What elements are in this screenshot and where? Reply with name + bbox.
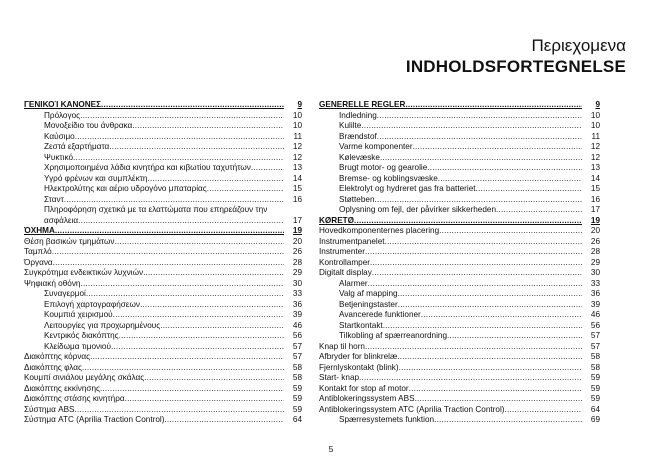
toc-entry-title: Avancerede funktioner xyxy=(339,310,421,319)
title-block xyxy=(406,36,626,78)
toc-entry-title: KØRETØ xyxy=(319,215,355,225)
toc-entry-title: Υγρό φρένων και συμπλέκτη xyxy=(44,173,148,183)
toc-dot-leader xyxy=(354,216,582,227)
toc-entry-title: Χρησιμοποιημένα λάδια κινητήρα και κιβωτίου ταχυτήτων xyxy=(44,163,251,172)
toc-entry-title: Διακόπτης εκκίνησης xyxy=(24,383,100,393)
toc-entry-title: Antiblokeringssystem ATC (Aprilia Traction Control) xyxy=(319,404,505,414)
toc-entry-title: GENERELLE REGLER xyxy=(319,100,406,109)
toc-entry-title: Digitalt display xyxy=(319,268,372,277)
toc-dot-leader xyxy=(361,121,582,132)
toc-entry xyxy=(24,142,302,153)
toc-dot-leader xyxy=(160,321,284,332)
toc-dot-leader xyxy=(140,300,284,311)
toc-dot-leader xyxy=(413,142,582,153)
toc-entry-page: 17 xyxy=(590,205,600,214)
toc-entry-page: 14 xyxy=(292,173,302,183)
toc-entry xyxy=(319,310,600,321)
toc-entry-title: Κουμπιά χειρισμού xyxy=(44,310,113,319)
toc-entry-page: 58 xyxy=(292,373,302,382)
toc-entry-page: 9 xyxy=(595,100,600,109)
toc-entry-title: Brændstof xyxy=(339,131,377,141)
toc-entry-page: 26 xyxy=(292,247,302,256)
toc-entry xyxy=(24,289,302,300)
toc-entry-page: 12 xyxy=(292,142,302,151)
toc-dot-leader xyxy=(365,247,582,258)
toc-entry-page: 16 xyxy=(590,194,600,204)
toc-entry xyxy=(24,163,302,174)
toc-dot-leader xyxy=(82,363,284,374)
toc-entry xyxy=(24,121,302,132)
toc-dot-leader xyxy=(434,415,582,426)
title-greek: Περιεχομενα xyxy=(531,36,626,55)
toc-dot-leader xyxy=(438,174,582,185)
toc-dot-leader xyxy=(111,342,284,353)
toc-entry-page: 11 xyxy=(293,131,302,141)
toc-entry xyxy=(319,373,600,384)
toc-entry xyxy=(24,279,302,290)
toc-entry-title: Startkontakt xyxy=(339,320,383,330)
toc-dot-leader xyxy=(397,352,582,363)
toc-dot-leader xyxy=(81,279,285,290)
toc-entry xyxy=(24,132,302,143)
toc-entry xyxy=(24,247,302,258)
toc-entry-title: Ταμπλό xyxy=(24,247,52,256)
toc-entry-title: Κεντρικός διακόπτης xyxy=(44,331,119,340)
toc-entry-page: 16 xyxy=(292,194,302,204)
toc-entry-page: 9 xyxy=(297,100,302,109)
toc-entry xyxy=(319,195,600,206)
toc-entry-title: Fjernlyskontakt (blink) xyxy=(319,362,399,372)
toc-section-heading xyxy=(319,216,600,227)
toc-entry xyxy=(319,237,600,248)
toc-entry xyxy=(24,184,302,195)
toc-entry-page: 39 xyxy=(590,299,600,309)
toc-dot-leader xyxy=(100,384,284,395)
toc-entry xyxy=(24,415,302,426)
toc-entry xyxy=(319,363,600,374)
toc-entry-page: 57 xyxy=(590,331,600,340)
toc-entry-page: 15 xyxy=(590,184,600,193)
toc-dot-leader xyxy=(359,373,582,384)
toc-dot-leader xyxy=(147,174,284,185)
toc-entry-title: Επιλογή χαρτογραφήσεων xyxy=(44,299,140,309)
toc-entry-title: Διακόπτης στάσης κινητήρα xyxy=(24,394,125,403)
toc-dot-leader xyxy=(399,363,582,374)
toc-entry-page: 10 xyxy=(292,110,302,120)
toc-dot-leader xyxy=(75,132,284,143)
toc-entry-page: 57 xyxy=(292,341,302,351)
toc-entry-title: Συγκρότημα ενδεικτικών λυχνιών xyxy=(24,268,144,277)
toc-entry-page: 19 xyxy=(590,215,600,225)
toc-entry-title: Λειτουργίες για προχωρημένους xyxy=(44,320,161,330)
toc-entry-title: Spærresystemets funktion xyxy=(339,415,435,424)
toc-entry-page: 26 xyxy=(590,236,600,246)
toc-entry-title: Πρόλογος xyxy=(44,110,81,120)
toc-entry xyxy=(24,300,302,311)
toc-entry-page: 64 xyxy=(292,415,302,424)
toc-entry xyxy=(319,279,600,290)
toc-dot-leader xyxy=(119,331,284,342)
toc-entry-page: 36 xyxy=(292,299,302,309)
toc-entry-page: 12 xyxy=(590,142,600,151)
toc-entry-title: Alarmer xyxy=(339,278,368,288)
toc-entry-title: ΓΕΝΙΚΟΊ ΚΑΝΟΝΕΣ xyxy=(24,100,102,109)
page-number: 5 xyxy=(328,444,334,454)
toc-entry-title: Tilkobling af spærreanordning xyxy=(339,331,448,340)
toc-dot-leader xyxy=(375,195,582,206)
toc-entry-page: 28 xyxy=(292,257,302,267)
toc-entry xyxy=(319,331,600,342)
toc-dot-leader xyxy=(398,300,582,311)
toc-dot-leader xyxy=(75,405,285,416)
toc-entry-page: 13 xyxy=(590,163,600,172)
toc-entry-title: Kølevæske xyxy=(339,152,380,162)
toc-entry xyxy=(24,237,302,248)
toc-entry-page: 20 xyxy=(590,226,600,235)
toc-entry-title: Brugt motor- og gearolie xyxy=(339,163,428,172)
toc-entry-title: Κουμπί σινιάλου μεγάλης σκάλας xyxy=(24,373,145,382)
toc-entry-page: 59 xyxy=(590,383,600,393)
toc-entry-page: 30 xyxy=(590,268,600,277)
toc-entry xyxy=(319,163,600,174)
toc-entry-page: 10 xyxy=(590,110,600,120)
toc-entry-title: Instrumentpanelet xyxy=(319,236,385,246)
toc-section-heading xyxy=(24,100,302,111)
toc-entry xyxy=(319,394,600,405)
toc-entry xyxy=(24,310,302,321)
toc-entry xyxy=(319,352,600,363)
toc-dot-leader xyxy=(365,342,582,353)
toc-dot-leader xyxy=(377,111,582,122)
toc-entry xyxy=(24,394,302,405)
toc-entry-title: Knap til horn xyxy=(319,341,365,351)
toc-entry-title: Start- knap xyxy=(319,373,360,382)
toc-entry-title: Oplysning om fejl, der påvirker sikkerheden xyxy=(339,205,496,214)
toc-dot-leader xyxy=(377,132,582,143)
toc-dot-leader xyxy=(143,268,284,279)
toc-entry-page: 10 xyxy=(590,121,600,130)
toc-dot-leader xyxy=(80,111,284,122)
toc-dot-leader xyxy=(421,310,582,321)
toc-entry xyxy=(319,342,600,353)
toc-entry-title: Valg af mapping xyxy=(339,289,398,298)
toc-dot-leader xyxy=(53,258,284,269)
toc-entry-title: Bremse- og koblingsvæske xyxy=(339,173,438,183)
toc-entry-title: Πληροφόρηση σχετικά με τα ελαττώματα που επηρεάζουν την xyxy=(44,205,268,214)
toc-entry xyxy=(24,174,302,185)
toc-entry-title: Støtteben xyxy=(339,194,375,204)
toc-entry-title: Afbryder for blinkrelæ xyxy=(319,352,398,361)
toc-entry-page: 29 xyxy=(292,268,302,277)
toc-dot-leader xyxy=(132,121,284,132)
toc-dot-leader xyxy=(415,394,582,405)
toc-entry xyxy=(24,153,302,164)
toc-entry-title: Συναγερμοί xyxy=(44,289,86,298)
title-danish: INDHOLDSFORTEGNELSE xyxy=(405,57,626,76)
toc-dot-leader xyxy=(405,100,582,111)
toc-entry-page: 13 xyxy=(292,163,302,172)
toc-dot-leader xyxy=(52,247,284,258)
toc-dot-leader xyxy=(101,100,284,111)
toc-entry-title: Kontrollamper xyxy=(319,257,370,267)
toc-entry-page: 28 xyxy=(590,247,600,256)
toc-entry-page: 33 xyxy=(590,278,600,288)
toc-dot-leader xyxy=(86,289,284,300)
toc-entry-title: Ψηφιακή οθόνη xyxy=(24,278,81,288)
toc-column-danish xyxy=(319,100,600,426)
toc-entry xyxy=(319,300,600,311)
toc-entry-page: 46 xyxy=(590,310,600,319)
toc-entry xyxy=(319,174,600,185)
toc-entry-page: 12 xyxy=(590,152,600,162)
toc-entry xyxy=(24,258,302,269)
toc-entry-page: 30 xyxy=(292,278,302,288)
toc-entry-title: Ζεστά εξαρτήματα xyxy=(44,142,110,151)
toc-entry-page: 11 xyxy=(591,131,600,141)
toc-entry-title: Instrumenter xyxy=(319,247,365,256)
toc-entry xyxy=(24,195,302,206)
toc-entry-page: 59 xyxy=(590,373,600,382)
toc-entry-title: Ψυκτικό xyxy=(44,152,74,162)
toc-dot-leader xyxy=(64,195,284,206)
toc-entry-page: 59 xyxy=(292,383,302,393)
toc-entry-title: Hovedkomponenternes placering xyxy=(319,226,440,235)
toc-dot-leader xyxy=(109,142,284,153)
toc-entry-title: Kulilte xyxy=(339,121,362,130)
toc-dot-leader xyxy=(439,226,582,237)
toc-dot-leader xyxy=(409,384,582,395)
toc-dot-leader xyxy=(427,163,582,174)
toc-entry xyxy=(319,405,600,416)
toc-entry-title: Indledning xyxy=(339,110,377,120)
toc-column-greek xyxy=(24,100,302,426)
toc-section-heading xyxy=(24,226,302,237)
toc-entry-page: 58 xyxy=(590,352,600,361)
toc-entry xyxy=(319,153,600,164)
toc-dot-leader xyxy=(90,352,284,363)
toc-entry-page: 15 xyxy=(292,184,302,193)
toc-entry-title: Σύστημα ABS xyxy=(24,404,75,414)
toc-entry-title: Elektrolyt og hydreret gas fra batteriet xyxy=(339,184,476,193)
toc-entry-title: Varme komponenter xyxy=(339,142,413,151)
toc-entry xyxy=(319,226,600,237)
toc-dot-leader xyxy=(385,237,582,248)
toc-entry-page: 17 xyxy=(292,215,302,225)
toc-entry xyxy=(319,384,600,395)
toc-entry xyxy=(24,216,302,227)
toc-entry xyxy=(319,132,600,143)
toc-entry-title: Betjeningstaster xyxy=(339,299,398,309)
toc-entry xyxy=(24,111,302,122)
toc-entry-title: ασφάλεια xyxy=(44,215,79,225)
toc-dot-leader xyxy=(372,268,582,279)
toc-entry-page: 46 xyxy=(292,320,302,330)
toc-entry xyxy=(319,258,600,269)
toc-entry-title: Καύσιμο xyxy=(44,131,75,141)
toc-entry-page: 59 xyxy=(292,394,302,403)
toc-entry xyxy=(319,415,600,426)
toc-dot-leader xyxy=(144,373,284,384)
toc-dot-leader xyxy=(398,289,582,300)
toc-entry xyxy=(319,247,600,258)
toc-entry-title: Kontakt for stop af motor xyxy=(319,383,409,393)
toc-entry-title: Σταντ xyxy=(44,194,64,204)
toc-entry-page: 12 xyxy=(292,152,302,162)
toc-entry-page: 59 xyxy=(292,404,302,414)
toc-dot-leader xyxy=(207,184,284,195)
toc-entry-title: Κλείδωμα τιμονιού xyxy=(44,341,111,351)
toc-entry-page: 33 xyxy=(292,289,302,298)
toc-entry-page: 20 xyxy=(292,236,302,246)
toc-dot-leader xyxy=(505,405,583,416)
toc-entry-page: 69 xyxy=(590,415,600,424)
toc-entry xyxy=(319,121,600,132)
toc-entry-page: 64 xyxy=(590,404,600,414)
toc-entry xyxy=(319,111,600,122)
toc-entry-page: 57 xyxy=(292,352,302,361)
toc-dot-leader xyxy=(370,258,582,269)
toc-entry xyxy=(24,342,302,353)
toc-entry-page: 58 xyxy=(590,362,600,372)
toc-entry xyxy=(24,331,302,342)
toc-entry-title: Διακόπτης κόρνας xyxy=(24,352,91,361)
toc-entry-title: Μονοξείδιο του άνθρακα xyxy=(44,121,133,130)
toc-entry xyxy=(24,363,302,374)
toc-dot-leader xyxy=(113,310,284,321)
toc-section-heading xyxy=(319,100,600,111)
toc-dot-leader xyxy=(447,331,582,342)
toc-dot-leader xyxy=(73,153,284,164)
toc-entry-page: 10 xyxy=(292,121,302,130)
toc-dot-leader xyxy=(476,184,582,195)
toc-entry-page: 56 xyxy=(292,331,302,340)
toc-dot-leader xyxy=(125,394,284,405)
toc-entry-title: Antiblokeringssystem ABS xyxy=(319,394,415,403)
toc-entry xyxy=(24,268,302,279)
toc-entry xyxy=(24,373,302,384)
toc-dot-leader xyxy=(164,415,284,426)
toc-entry-page: 29 xyxy=(590,257,600,267)
toc-entry xyxy=(319,289,600,300)
toc-entry xyxy=(319,142,600,153)
toc-entry-title: Ηλεκτρολύτης και αέριο υδρογόνο μπαταρίας xyxy=(44,184,207,193)
toc-dot-leader xyxy=(78,216,284,227)
toc-entry xyxy=(319,205,600,216)
toc-entry-page: 58 xyxy=(292,362,302,372)
toc-dot-leader xyxy=(383,321,582,332)
toc-entry-page: 56 xyxy=(590,320,600,330)
toc-entry xyxy=(319,321,600,332)
toc-dot-leader xyxy=(55,226,284,237)
toc-entry-title: Όργανα xyxy=(24,257,53,267)
toc-dot-leader xyxy=(251,163,284,174)
toc-entry-title: Θέση βασικών τμημάτων xyxy=(24,236,115,246)
toc-dot-leader xyxy=(380,153,582,164)
toc-entry-page: 36 xyxy=(590,289,600,298)
toc-entry-title: Διακόπτης φλας xyxy=(24,362,82,372)
toc-entry-title: Σύστημα ATC (Aprilia Traction Control) xyxy=(24,415,165,424)
toc-entry xyxy=(24,321,302,332)
toc-dot-leader xyxy=(115,237,284,248)
toc-dot-leader xyxy=(368,279,582,290)
toc-entry xyxy=(24,205,302,216)
toc-entry xyxy=(24,405,302,416)
toc-entry-page: 39 xyxy=(292,310,302,319)
toc-entry-page: 14 xyxy=(590,173,600,183)
toc-entry-page: 59 xyxy=(590,394,600,403)
toc-entry-page: 57 xyxy=(590,341,600,351)
toc-dot-leader xyxy=(496,205,582,216)
toc-entry-title: ΌΧΗΜΑ xyxy=(24,226,55,235)
toc-entry-page: 19 xyxy=(292,226,302,235)
toc-entry xyxy=(319,268,600,279)
toc-entry xyxy=(319,184,600,195)
toc-entry xyxy=(24,384,302,395)
toc-entry xyxy=(24,352,302,363)
